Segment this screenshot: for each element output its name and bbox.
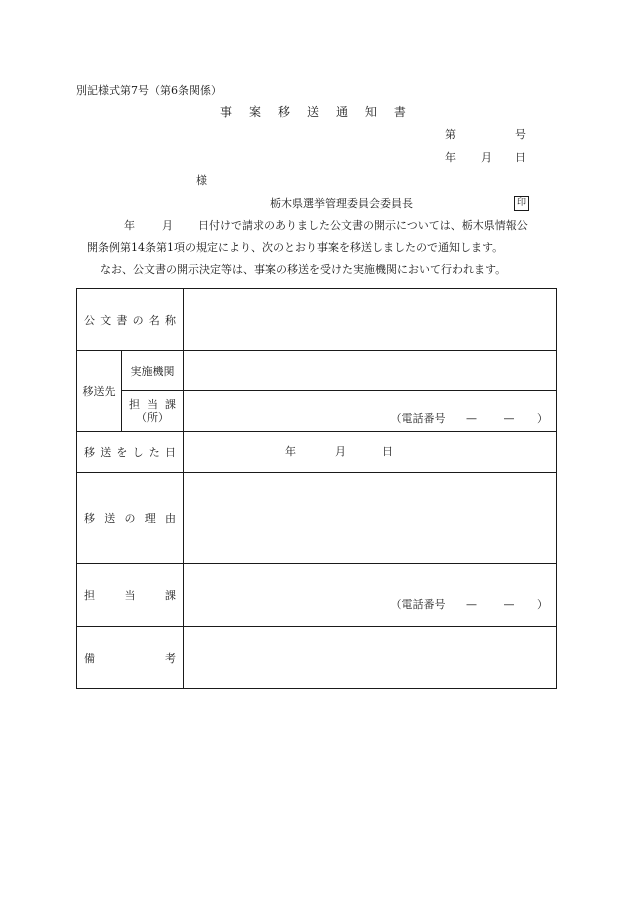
date-day: 日 xyxy=(515,151,526,164)
body-month: 月 xyxy=(162,219,173,232)
table-row xyxy=(77,564,557,627)
transfer-date-field[interactable]: 年 月 日 xyxy=(184,432,557,473)
table-row xyxy=(77,432,557,473)
transfer-details-table xyxy=(76,288,557,689)
body-line-1: 日付けで請求のありました公文書の開示については、栃木県情報公 xyxy=(198,219,528,232)
seal-stamp: 印 xyxy=(514,196,529,211)
body-line-2: 開条例第14条第1項の規定により、次のとおり事案を移送しましたので通知します。 xyxy=(87,241,504,254)
table-row xyxy=(77,289,557,351)
implementing-agency-label: 実施機関 xyxy=(122,351,184,391)
transfer-to-label: 移送先 xyxy=(77,351,122,432)
section-office-label: 担 当 課 （所） xyxy=(122,391,184,432)
table-row xyxy=(77,391,557,432)
transfer-reason-field[interactable] xyxy=(184,473,557,564)
date-month: 月 xyxy=(481,151,492,164)
transfer-reason-label: 移 送 の 理 由 xyxy=(77,473,184,564)
sender-name: 栃木県選挙管理委員会委員長 xyxy=(270,197,413,210)
document-name-field[interactable] xyxy=(184,289,557,351)
document-name-label: 公 文 書 の 名 称 xyxy=(77,289,184,351)
phone-number-placeholder: （電話番号 — — ） xyxy=(390,598,548,611)
responsible-section-label: 担 当 課 xyxy=(77,564,184,627)
date-year: 年 xyxy=(445,151,456,164)
document-title: 事 案 移 送 通 知 書 xyxy=(220,105,406,119)
phone-number-placeholder: （電話番号 — — ） xyxy=(390,412,548,425)
section-office-field[interactable] xyxy=(184,391,557,432)
transfer-date-label: 移 送 を し た 日 xyxy=(77,432,184,473)
table-row xyxy=(77,627,557,689)
body-year: 年 xyxy=(124,219,135,232)
implementing-agency-field[interactable] xyxy=(184,351,557,391)
table-row xyxy=(77,473,557,564)
form-label: 別記様式第7号（第6条関係） xyxy=(76,84,222,97)
document-number-prefix: 第 xyxy=(445,128,456,141)
document-number-suffix: 号 xyxy=(515,128,526,141)
table-row xyxy=(77,351,557,391)
remarks-field[interactable] xyxy=(184,627,557,689)
responsible-section-field[interactable] xyxy=(184,564,557,627)
body-line-3: なお、公文書の開示決定等は、事案の移送を受けた実施機関において行われます。 xyxy=(100,263,507,276)
remarks-label: 備 考 xyxy=(77,627,184,689)
addressee-suffix: 様 xyxy=(196,174,207,187)
